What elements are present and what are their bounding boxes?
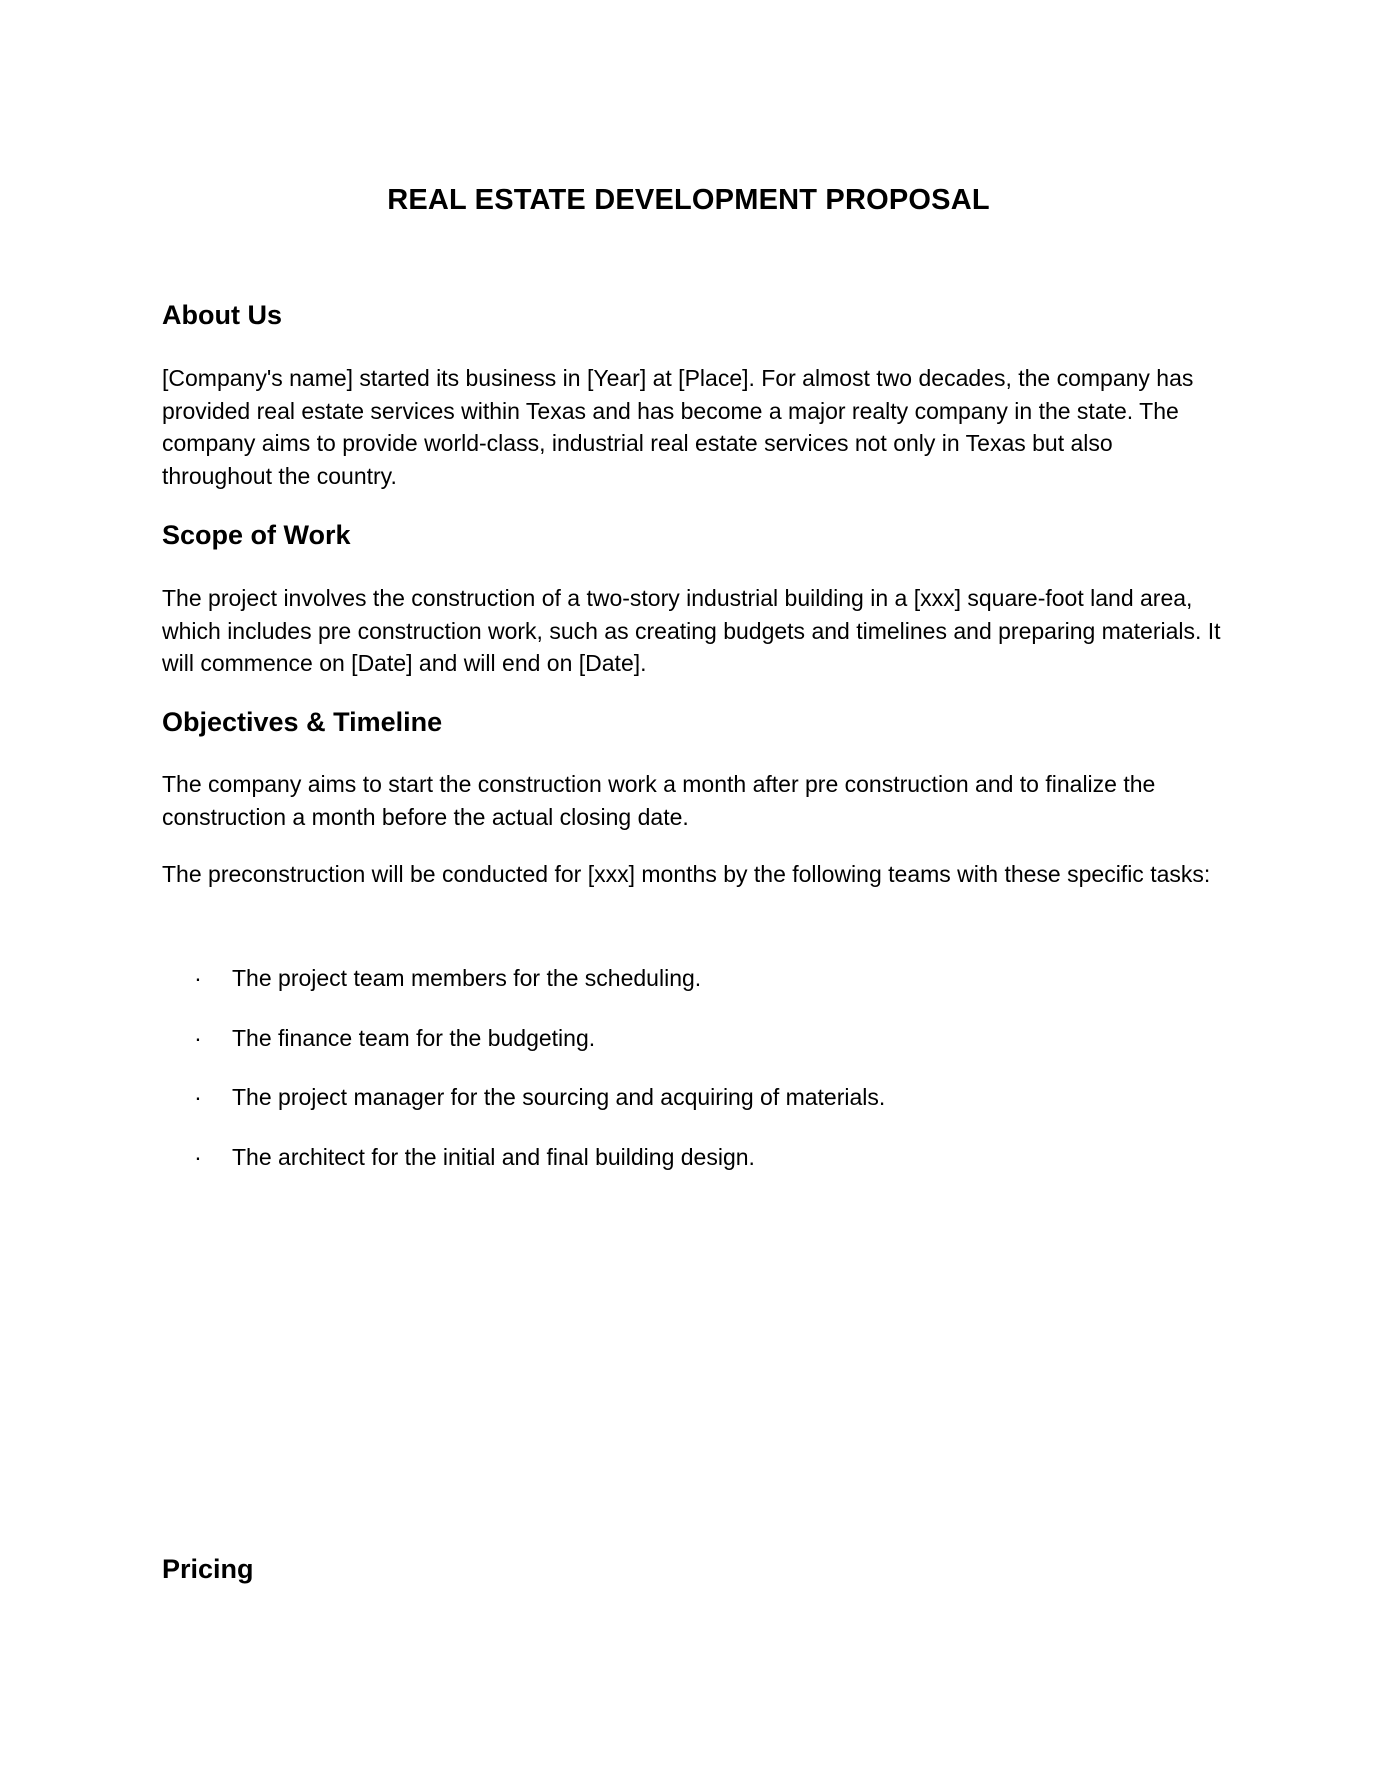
scope-of-work-paragraph: The project involves the construction of a two-story industrial building in a [xxx] square-foot land area, which includes pre construction work, such as creating budgets and timelines and preparing materials. It will commence on [Date] and will end on [Date]. [162,585,1221,676]
objectives-timeline-heading: Objectives & Timeline [162,707,443,737]
document-title: REAL ESTATE DEVELOPMENT PROPOSAL [387,184,990,216]
list-item-text: The project team members for the scheduling. [232,965,702,991]
bullet-icon: · [194,965,202,991]
objectives-paragraph-2: The preconstruction will be conducted for [xxx] months by the following teams with these specific tasks: [162,861,1211,887]
pricing-heading: Pricing [162,1554,254,1584]
scope-of-work-heading: Scope of Work [162,520,351,550]
bullet-icon: · [194,1143,202,1170]
list-item-text: The finance team for the budgeting. [232,1024,596,1051]
list-item [162,962,1222,1022]
list-item [162,1022,1222,1082]
task-bullet-list [162,962,1222,1200]
about-us-paragraph: [Company's name] started its business in [Year] at [Place]. For almost two decades, the company has provided real estate services within Texas and has become a major realty company in the state. The company aims to provide world-class, industrial real estate services not only in Texas but also throughout the country. [162,365,1194,489]
list-item [162,1081,1222,1141]
list-item-text: The project manager for the sourcing and acquiring of materials. [232,1084,886,1110]
about-us-heading: About Us [162,300,282,330]
objectives-paragraph-1: The company aims to start the construction work a month after pre construction and to finalize the construction a month before the actual closing date. [162,771,1156,830]
bullet-icon: · [194,1084,202,1110]
list-item-text: The architect for the initial and final building design. [232,1143,755,1170]
list-item [162,1141,1222,1201]
bullet-icon: · [194,1024,202,1051]
